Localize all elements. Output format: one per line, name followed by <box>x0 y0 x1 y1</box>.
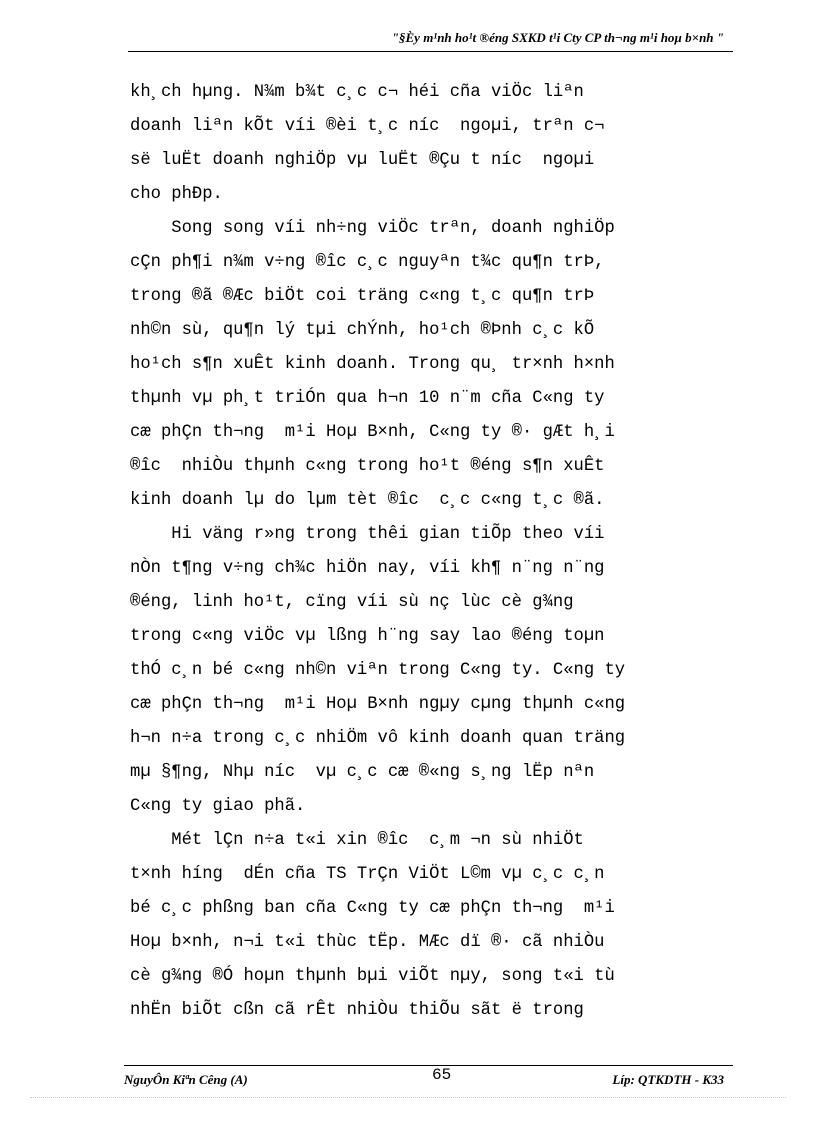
text-line: thÓ c¸n bé c«ng nh©n viªn trong C«ng ty. C«ng ty <box>130 661 626 680</box>
text-line: C«ng ty giao phã. <box>130 797 306 816</box>
footer-class-label: Líp: QTKDTH - K33 <box>612 1072 724 1087</box>
text-line: Hoµ b×nh, n¬i t«i thùc tËp. MÆc dï ®· cã nhiÒu <box>130 933 605 952</box>
text-line: nh©n sù, qu¶n lý tµi chÝnh, ho¹ch ®Þnh c¸c kÕ <box>130 321 595 340</box>
text-line: Song song víi nh÷ng viÖc trªn, doanh nghiÖp <box>130 219 615 238</box>
text-line: Mét lÇn n÷a t«i xin ®îc c¸m ¬n sù nhiÖt <box>130 831 584 850</box>
text-line: cÇn ph¶i n¾m v÷ng ®îc c¸c nguyªn t¾c qu¶n trÞ, <box>130 253 605 272</box>
text-line: kh¸ch hµng. N¾m b¾t c¸c c¬ héi cña viÖc liªn <box>130 83 584 102</box>
text-line: doanh liªn kÕt víi ®èi t¸c níc ngoµi, trªn c¬ <box>130 117 605 136</box>
text-line: së luËt doanh nghiÖp vµ luËt ®Çu t níc ngoµi <box>130 151 595 170</box>
text-line: mµ §¶ng, Nhµ níc vµ c¸c cæ ®«ng s¸ng lËp nªn <box>130 763 595 782</box>
text-line: thµnh vµ ph¸t triÓn qua h¬n 10 n¨m cña C«ng ty <box>130 389 605 408</box>
text-line: bé c¸c phßng ban cña C«ng ty cæ phÇn th¬ng m¹i <box>130 899 615 918</box>
page-number: 65 <box>432 1066 452 1084</box>
text-line: t×nh híng dÉn cña TS TrÇn ViÖt L©m vµ c¸c c¸n <box>130 865 605 884</box>
text-line: cè g¾ng ®Ó hoµn thµnh bµi viÕt nµy, song t«i tù <box>130 967 615 986</box>
footer-divider <box>124 1065 733 1066</box>
text-line: nhËn biÕt cßn cã rÊt nhiÒu thiÕu sãt ë trong <box>130 1001 584 1020</box>
text-line: trong c«ng viÖc vµ lßng h¨ng say lao ®éng toµn <box>130 627 605 646</box>
text-line: cho phÐp. <box>130 185 223 204</box>
body-text <box>130 76 740 1028</box>
text-line: kinh doanh lµ do lµm tèt ®îc c¸c c«ng t¸c ®ã. <box>130 491 605 510</box>
page-edge-divider <box>30 1097 786 1098</box>
running-header-title: "§Èy m¹nh ho¹t ®éng SXKD t¹i Cty CP th¬ng m¹i hoµ b×nh " <box>391 30 724 45</box>
text-line: cæ phÇn th¬ng m¹i Hoµ B×nh, C«ng ty ®· gÆt h¸i <box>130 423 615 442</box>
header-divider <box>128 51 733 52</box>
text-line: cæ phÇn th¬ng m¹i Hoµ B×nh ngµy cµng thµnh c«ng <box>130 695 626 714</box>
text-line: trong ®ã ®Æc biÖt coi träng c«ng t¸c qu¶n trÞ <box>130 287 595 306</box>
text-line: ®éng, linh ho¹t, cïng víi sù nç lùc cè g¾ng <box>130 593 574 612</box>
text-line: ®îc nhiÒu thµnh c«ng trong ho¹t ®éng s¶n xuÊt <box>130 457 605 476</box>
text-line: Hi väng r»ng trong thêi gian tiÕp theo víi <box>130 525 605 544</box>
text-line: h¬n n÷a trong c¸c nhiÖm vô kinh doanh quan träng <box>130 729 626 748</box>
text-line: nÒn t¶ng v÷ng ch¾c hiÖn nay, víi kh¶ n¨ng n¨ng <box>130 559 605 578</box>
footer-author: NguyÔn Kiªn Cêng (A) <box>124 1072 248 1087</box>
text-line: ho¹ch s¶n xuÊt kinh doanh. Trong qu¸ tr×nh h×nh <box>130 355 615 374</box>
